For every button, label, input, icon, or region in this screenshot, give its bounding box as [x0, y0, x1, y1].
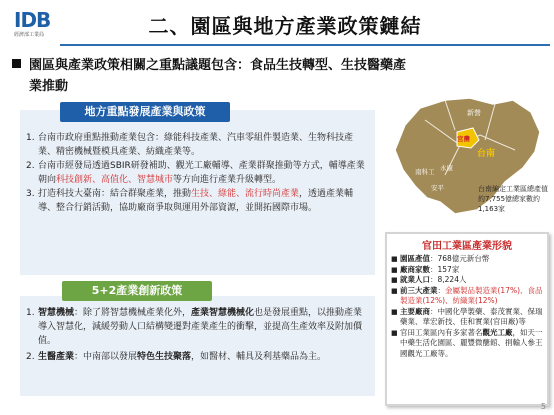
list-item: ■ 前三大產業：金屬製品製造業(17%)、食品製造業(12%)、紡織業(12%)	[391, 285, 543, 305]
square-bullet-icon: ■	[391, 265, 398, 274]
map-label-tainan: 台南	[477, 149, 496, 159]
guantian-profile-panel	[385, 232, 549, 406]
innovation-policy-list	[26, 306, 370, 366]
logo-mark: IDB	[14, 8, 51, 32]
map-label-xinying: 新營	[467, 109, 481, 117]
list-item: 1. 智慧機械：除了將智慧機械產業化外，產業智慧機械化也是發展重點，以推動產業導入智慧化，減緩勞動人口結構變遷對產業產生的衝擊，並提高生產效率及附加價值。	[26, 308, 363, 346]
square-bullet-icon	[12, 59, 21, 68]
list-item: ■ 園區產值：768億元新台幣	[391, 254, 490, 263]
square-bullet-icon: ■	[391, 307, 398, 316]
list-item: 1. 台南市政府重點推動產業包含：綠能科技產業、汽車零組件製造業、生物科技產業、精密機械暨模具產業、紡織產業等。	[26, 133, 354, 157]
map-label-yongkang: 永康	[440, 164, 453, 172]
list-item: ■ 廠商家數：157家	[391, 264, 460, 274]
list-item: 2. 台南市經發局透過SBIR研發補助、觀光工廠輔導、產業群聚推動等方式，輔導產業朝向科技創新、高值化、智慧城市等方向進行產業升級轉型。	[26, 161, 365, 185]
map-label-nanke: 南科工	[415, 168, 435, 176]
intro-line-2: 業推動	[29, 79, 69, 94]
square-bullet-icon: ■	[391, 276, 398, 284]
local-industry-list	[26, 131, 370, 215]
list-item: ■ 就業人口：8,224人	[391, 275, 467, 284]
guantian-profile-header: 官田工業區產業形貌	[422, 241, 512, 252]
list-item: 3. 打造科技大臺南：結合群聚產業，推動生技、綠能、流行時尚產業，透過產業輔導、整合行銷活動，協助廠商爭取與運用外部資源，並開拓國際市場。	[26, 189, 354, 213]
logo-subtitle: 經濟部工業局	[14, 32, 45, 38]
list-item: ■ 官田工業區內有多家著名觀光工廠，如天一中藥生活化園區、麗豐微醣館、捐輸人參王國觀光工廠等。	[391, 327, 543, 358]
logo	[14, 10, 52, 40]
map-label-guantian: 官田	[457, 135, 470, 143]
square-bullet-icon: ■	[391, 255, 398, 263]
page-number: 5	[540, 402, 546, 411]
square-bullet-icon: ■	[391, 328, 398, 337]
highlight-text: 科技創新、高值化、智慧城市	[56, 175, 174, 185]
guantian-profile-list	[391, 254, 543, 359]
title-divider	[60, 44, 550, 46]
square-bullet-icon: ■	[391, 286, 398, 295]
map-label-anping: 安平	[431, 184, 444, 192]
innovation-policy-header: 5+2產業創新政策	[62, 281, 212, 301]
local-industry-header: 地方重點發展產業與政策	[60, 102, 230, 122]
list-item: 2. 生醫產業：中南部以發展特色生技聚落，如醫材、輔具及利基藥品為主。	[26, 352, 327, 362]
page-title: 二、園區與地方產業政策鏈結	[148, 14, 422, 38]
list-item: ■ 主要廠商：中國化學製藥、泰茂實業、保瑞藥業、華宏新技、佳和實業(官田廠)等	[391, 306, 543, 326]
intro-line-1: 園區與產業政策相關之重點議題包含：食品生技轉型、生技醫藥產	[29, 58, 407, 73]
map-note: 台南編定工業區總產值約7,755億總家數約1,163家	[478, 185, 548, 213]
highlight-text: 生技、綠能、流行時尚產業	[191, 189, 300, 199]
